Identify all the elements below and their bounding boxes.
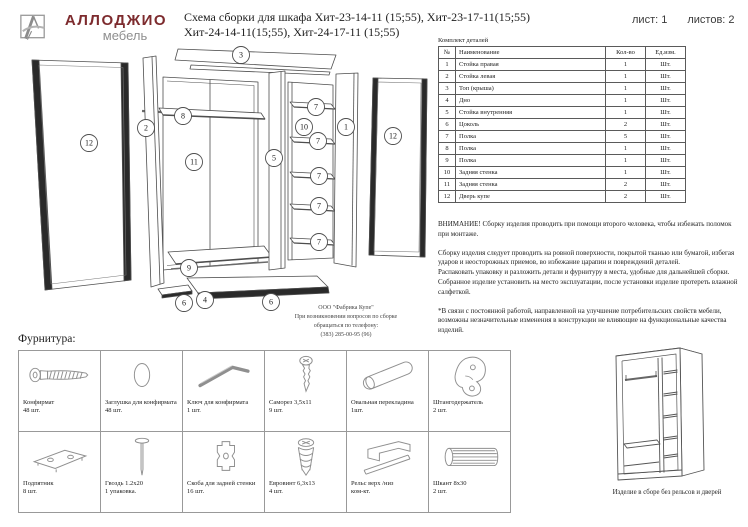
- callout-9: [181, 260, 198, 277]
- callout-7: [311, 234, 328, 251]
- svg-text:6: 6: [269, 297, 273, 307]
- cell: Шт.: [646, 143, 686, 155]
- hardware-item-qty: 1шт.: [351, 407, 364, 415]
- hardware-item-qty: 8 шт.: [23, 488, 37, 496]
- cell: 2: [606, 191, 646, 203]
- hardware-item: [183, 432, 265, 513]
- svg-text:11: 11: [190, 157, 198, 167]
- svg-text:1: 1: [344, 122, 348, 132]
- brand-logo-icon: [19, 12, 47, 41]
- hardware-item-qty: 9 шт.: [269, 407, 283, 415]
- hardware-grid: [18, 350, 511, 513]
- cell: 2: [606, 119, 646, 131]
- cap-icon: [105, 353, 178, 397]
- hardware-item-qty: 1 шт.: [187, 407, 201, 415]
- col-header-name: Наименование: [456, 47, 606, 59]
- svg-text:7: 7: [316, 136, 320, 146]
- cell: 2: [439, 71, 456, 83]
- cell: 1: [606, 155, 646, 167]
- hardware-item-qty: 48 шт.: [105, 407, 123, 415]
- hardware-item-qty: 2 шт.: [433, 488, 447, 496]
- cell: 1: [606, 71, 646, 83]
- sheets-total: листов: 2: [687, 14, 735, 26]
- cell: Шт.: [646, 191, 686, 203]
- svg-text:7: 7: [317, 201, 321, 211]
- hardware-item: [265, 432, 347, 513]
- manufacturer-name: ООО "Фабрика Купе": [318, 305, 374, 311]
- callout-7: [310, 133, 327, 150]
- hardware-item-name: Скоба для задней стенки: [187, 480, 256, 487]
- hardware-item-qty: 4 шт.: [269, 488, 283, 496]
- cell: Шт.: [646, 71, 686, 83]
- brand-name: АЛЛОДЖИО: [64, 12, 168, 29]
- svg-text:8: 8: [181, 111, 185, 121]
- cell: Шт.: [646, 119, 686, 131]
- note-paragraph: Сборку изделия следует проводить на ровной поверхности, покрытой тканью или бумагой, избегая ударов и неосторожных приемов, во избежание царапин и повреждений деталей.: [438, 248, 735, 267]
- hardware-item: [183, 351, 265, 432]
- callout-12: [81, 135, 98, 152]
- cell: Дно: [456, 95, 606, 107]
- hardware-item-name: Рельс верх /низ: [351, 480, 394, 487]
- callout-11: [186, 154, 203, 171]
- cell: Шт.: [646, 155, 686, 167]
- svg-text:7: 7: [317, 237, 321, 247]
- table-row: [439, 59, 686, 71]
- cell: 12: [439, 191, 456, 203]
- col-header-qty: Кол-во: [606, 47, 646, 59]
- cell: 4: [439, 95, 456, 107]
- cell: 1: [606, 83, 646, 95]
- hardware-item: [19, 432, 101, 513]
- table-row: [439, 155, 686, 167]
- col-header-unit: Ед.изм.: [646, 47, 686, 59]
- cell: Полка: [456, 155, 606, 167]
- hardware-item-name: Заглушка для конфирмата: [105, 399, 177, 406]
- hardware-item-qty: 48 шт.: [23, 407, 41, 415]
- sheet-number: лист: 1: [632, 14, 668, 26]
- callout-7: [308, 99, 325, 116]
- table-row: [439, 107, 686, 119]
- cell: 1: [606, 59, 646, 71]
- cell: 8: [439, 143, 456, 155]
- table-row: [439, 179, 686, 191]
- note-paragraph: Собранное изделие установить на место эксплуатации, после установки изделие протереть влажной салфеткой.: [438, 277, 738, 296]
- table-row: [439, 191, 686, 203]
- cell: Шт.: [646, 59, 686, 71]
- hardware-item-name: Шкант 8х30: [433, 480, 467, 487]
- callout-3: [233, 47, 250, 64]
- exploded-assembly-diagram: [18, 44, 434, 338]
- title-line-1: Схема сборки для шкафа Хит-23-14-11 (15;55), Хит-23-17-11(15;55): [184, 10, 531, 24]
- cell: 7: [439, 131, 456, 143]
- svg-text:6: 6: [182, 298, 186, 308]
- hardware-item: [265, 351, 347, 432]
- callout-7: [311, 198, 328, 215]
- cell: Шт.: [646, 167, 686, 179]
- cell: Шт.: [646, 83, 686, 95]
- manufacturer-note: При возникновении вопросов по сборке: [294, 314, 398, 320]
- table-row: [439, 143, 686, 155]
- cell: 1: [606, 167, 646, 179]
- table-row: [439, 83, 686, 95]
- cell: 2: [606, 179, 646, 191]
- hardware-item: [19, 351, 101, 432]
- cell: Топ (крыша): [456, 83, 606, 95]
- cell: Задняя стенка: [456, 179, 606, 191]
- title-line-2: Хит-24-14-11(15;55), Хит-24-17-11 (15;55): [184, 25, 400, 39]
- cell: Шт.: [646, 179, 686, 191]
- brand-block: [56, 12, 176, 43]
- cell: 1: [606, 143, 646, 155]
- table-row: [439, 167, 686, 179]
- hardware-item-qty: ком-кт.: [351, 488, 371, 496]
- foot-plate-icon: [23, 434, 96, 478]
- disclaimer-note: *В связи с постоянной работой, направленной на улучшение потребительских свойств мебели, возможны незначительные изменения в конструкции не влияющие на функциональные качества изделий.: [438, 306, 727, 335]
- hardware-item-name: Евровинт 6,3х13: [269, 480, 315, 487]
- hardware-item-name: Подпятник: [23, 480, 54, 487]
- parts-table-title: Комплект деталей: [438, 37, 489, 44]
- col-header-num: №: [439, 47, 456, 59]
- svg-text:7: 7: [314, 102, 318, 112]
- hardware-item-name: Саморез 3,5х11: [269, 399, 312, 406]
- hardware-item: [429, 432, 511, 513]
- cell: 10: [439, 167, 456, 179]
- hardware-item: [101, 432, 183, 513]
- assembly-notes: [438, 220, 740, 336]
- dowel-icon: [433, 434, 506, 478]
- svg-text:7: 7: [317, 171, 321, 181]
- hardware-item-name: Конфирмат: [23, 399, 55, 406]
- cell: 5: [439, 107, 456, 119]
- cell: 1: [439, 59, 456, 71]
- warning-note: ВНИМАНИЕ! Сборку изделия проводить при помощи второго человека, чтобы избежать поломок при монтаже.: [438, 220, 732, 238]
- svg-text:5: 5: [272, 153, 276, 163]
- cell: Дверь купе: [456, 191, 606, 203]
- hardware-item-qty: 2 шт.: [433, 407, 447, 415]
- cell: Стойка внутренняя: [456, 107, 606, 119]
- svg-text:2: 2: [144, 123, 148, 133]
- hardware-item-name: Штангодержатель: [433, 399, 483, 406]
- hardware-item-qty: 1 упаковка.: [105, 488, 137, 496]
- hardware-item-qty: 16 шт.: [187, 488, 205, 496]
- cell: 1: [606, 95, 646, 107]
- manufacturer-contact: [250, 304, 442, 340]
- callout-2: [138, 120, 155, 137]
- cell: 1: [606, 107, 646, 119]
- hardware-item-name: Овальная перекладина: [351, 399, 414, 406]
- table-row: [439, 119, 686, 131]
- svg-text:3: 3: [239, 50, 243, 60]
- callout-12: [385, 128, 402, 145]
- callout-1: [338, 119, 355, 136]
- svg-text:4: 4: [203, 295, 207, 305]
- sheet-info: [632, 14, 735, 26]
- hardware-item-name: Гвоздь 1.2х20: [105, 480, 144, 487]
- manufacturer-phone: (383) 285-00-95 (96): [320, 332, 372, 338]
- rail-profile-icon: [351, 434, 424, 478]
- hardware-item-name: Ключ для конфирмата: [187, 399, 249, 406]
- table-row: [439, 71, 686, 83]
- assembled-wardrobe-drawing: [592, 340, 742, 482]
- hardware-item: [429, 351, 511, 432]
- hardware-item: [347, 351, 429, 432]
- rail-holder-icon: [433, 353, 506, 397]
- euro-screw-icon: [269, 434, 342, 478]
- brand-subtitle: мебель: [102, 28, 148, 43]
- cell: 3: [439, 83, 456, 95]
- parts-table: [438, 46, 686, 203]
- cell: 9: [439, 155, 456, 167]
- cell: Задняя стенка: [456, 167, 606, 179]
- callout-7: [311, 168, 328, 185]
- page-title: [184, 10, 624, 40]
- callout-8: [175, 108, 192, 125]
- manufacturer-note: обращаться по телефону:: [313, 323, 379, 329]
- hardware-item: [101, 351, 183, 432]
- cell: 11: [439, 179, 456, 191]
- assembled-view-caption: Изделие в сборе без рельсов и дверей: [612, 489, 722, 496]
- hardware-item: [347, 432, 429, 513]
- svg-text:9: 9: [187, 263, 191, 273]
- part-back-wall-wide: [163, 77, 258, 270]
- self-tapping-screw-icon: [269, 353, 342, 397]
- part-right-upright: [334, 73, 358, 267]
- cell: 5: [606, 131, 646, 143]
- oval-rail-icon: [351, 353, 424, 397]
- cell: Полка: [456, 131, 606, 143]
- callout-10: [296, 119, 313, 136]
- cell: Шт.: [646, 95, 686, 107]
- callout-4: [197, 292, 214, 309]
- cell: Стойка левая: [456, 71, 606, 83]
- assembled-view: [588, 340, 746, 496]
- cell: 6: [439, 119, 456, 131]
- cell: Стойка правая: [456, 59, 606, 71]
- note-paragraph: Распаковать упаковку и разложить детали и фурнитуру в места, удобные для дальнейшей сборки.: [438, 268, 730, 277]
- nail-icon: [105, 434, 178, 478]
- confirmat-screw-icon: [23, 353, 96, 397]
- hex-key-icon: [187, 353, 260, 397]
- hardware-section-title: Фурнитура:: [18, 333, 76, 345]
- back-wall-bracket-icon: [187, 434, 260, 478]
- callout-5: [266, 150, 283, 167]
- part-inner-upright: [269, 71, 285, 270]
- table-row: [439, 95, 686, 107]
- svg-text:12: 12: [389, 131, 397, 141]
- table-row: [439, 131, 686, 143]
- callout-6: [176, 295, 193, 312]
- cell: Цоколь: [456, 119, 606, 131]
- cell: Шт.: [646, 131, 686, 143]
- cell: Полка: [456, 143, 606, 155]
- table-header-row: [439, 47, 686, 59]
- cell: Шт.: [646, 107, 686, 119]
- svg-text:12: 12: [85, 138, 93, 148]
- svg-text:10: 10: [300, 122, 308, 132]
